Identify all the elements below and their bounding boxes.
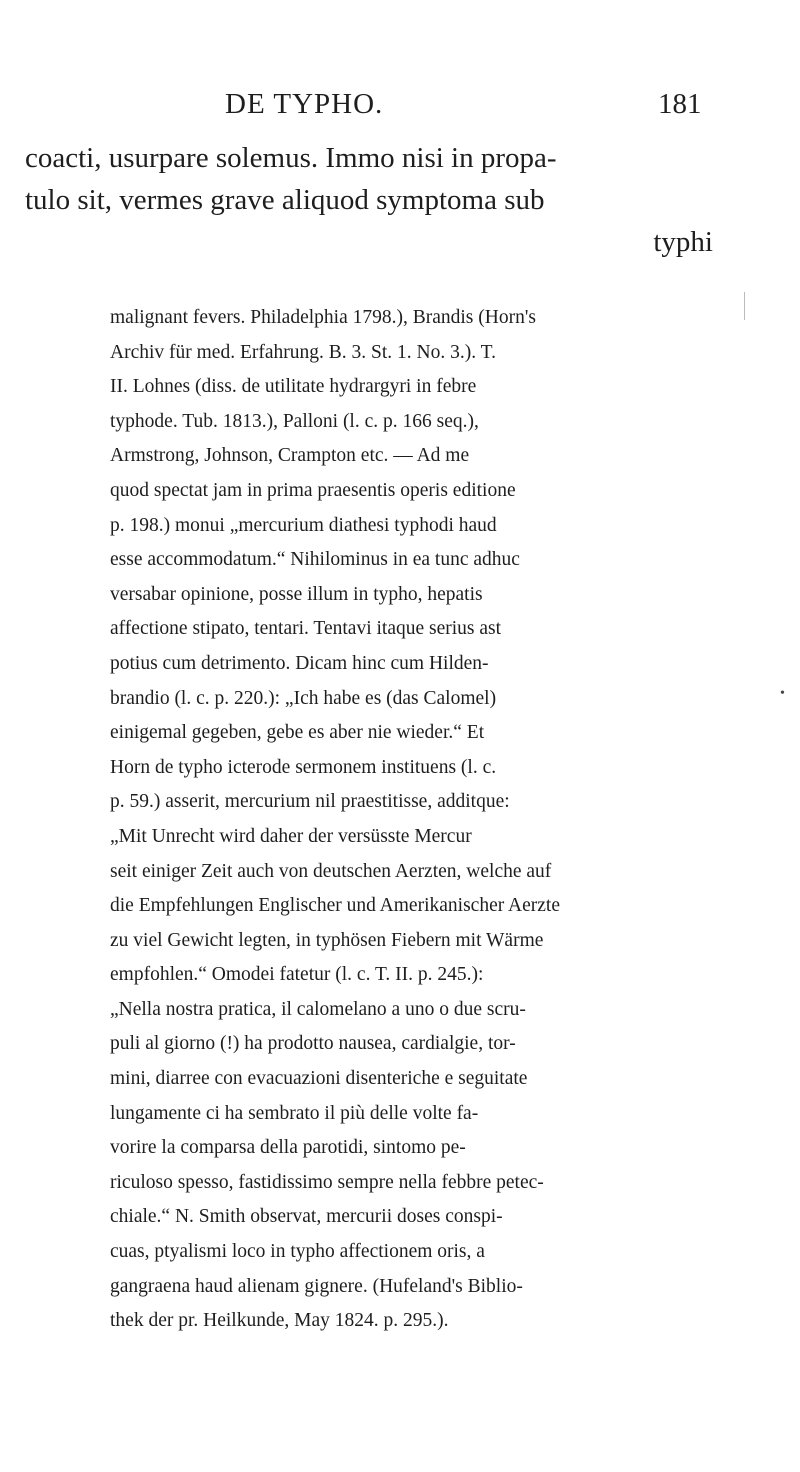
main-text-line: coacti, usurpare solemus. Immo nisi in propa- [25, 142, 557, 174]
footnote-line: malignant fevers. Philadelphia 1798.), Brandis (Horn's [110, 307, 536, 328]
footnote-line: versabar opinione, posse illum in typho, hepatis [110, 583, 483, 605]
footnote-line: quod spectat jam in prima praesentis operis editione [110, 479, 516, 501]
footnote-line: brandio (l. c. p. 220.): „Ich habe es (das Calomel) [110, 687, 497, 709]
footnote-line: vorire la comparsa della parotidi, sintomo pe- [110, 1137, 466, 1159]
footnote-line: affectione stipato, tentari. Tentavi itaque serius ast [110, 618, 502, 640]
footnote-line: „Nella nostra pratica, il calomelano a uno o due scru- [110, 998, 526, 1020]
footnote-line: Horn de typho icterode sermonem instituens (l. c. [110, 756, 497, 778]
footnote-line: Armstrong, Johnson, Crampton etc. — Ad me [110, 445, 470, 467]
footnote-line: chiale.“ N. Smith observat, mercurii doses conspi- [110, 1206, 503, 1228]
margin-dot: • [780, 686, 785, 701]
footnote-line: typhode. Tub. 1813.), Palloni (l. c. p. 166 seq.), [110, 410, 479, 432]
main-text [25, 137, 725, 263]
footnote-line: p. 59.) asserit, mercurium nil praestitisse, additque: [110, 791, 510, 813]
footnote-line: einigemal gegeben, gebe es aber nie wieder.“ Et [110, 722, 485, 744]
footnote-line: p. 198.) monui „mercurium diathesi typhodi haud [110, 514, 497, 536]
footnote-line: empfohlen.“ Omodei fatetur (l. c. T. II. p. 245.): [110, 964, 484, 986]
main-text-line: tulo sit, vermes grave aliquod symptoma sub [25, 184, 545, 216]
running-head: DE TYPHO. [225, 88, 384, 120]
footnote-line: thek der pr. Heilkunde, May 1824. p. 295.). [110, 1310, 449, 1332]
footnote-line: gangraena haud alienam gignere. (Hufeland's Biblio- [110, 1275, 523, 1297]
page-number: 181 [658, 88, 702, 120]
footnote-line: riculoso spesso, fastidissimo sempre nella febbre petec- [110, 1171, 544, 1193]
page-header [0, 88, 800, 128]
footnote-line: II. Lohnes (diss. de utilitate hydrargyri in febre [110, 376, 477, 398]
footnote-line: mini, diarree con evacuazioni disenteriche e seguitate [110, 1068, 528, 1090]
footnote-line: seit einiger Zeit auch von deutschen Aerzten, welche auf [110, 860, 552, 882]
footnote-line: die Empfehlungen Englischer und Amerikanischer Aerzte [110, 895, 560, 917]
footnote-line: lungamente ci ha sembrato il più delle volte fa- [110, 1102, 479, 1124]
catchword: typhi [653, 226, 713, 258]
footnote-line: „Mit Unrecht wird daher der versüsste Mercur [110, 825, 472, 847]
footnote-line: zu viel Gewicht legten, in typhösen Fiebern mit Wärme [110, 929, 544, 951]
footnote-line: potius cum detrimento. Dicam hinc cum Hilden- [110, 652, 489, 674]
footnote-line: puli al giorno (!) ha prodotto nausea, cardialgie, tor- [110, 1033, 516, 1055]
footnote-line: esse accommodatum.“ Nihilominus in ea tunc adhuc [110, 549, 520, 571]
margin-mark [744, 292, 745, 320]
footnote [110, 301, 725, 1339]
footnote-line: Archiv für med. Erfahrung. B. 3. St. 1. No. 3.). T. [110, 341, 496, 363]
footnote-line: cuas, ptyalismi loco in typho affectionem oris, a [110, 1241, 485, 1263]
